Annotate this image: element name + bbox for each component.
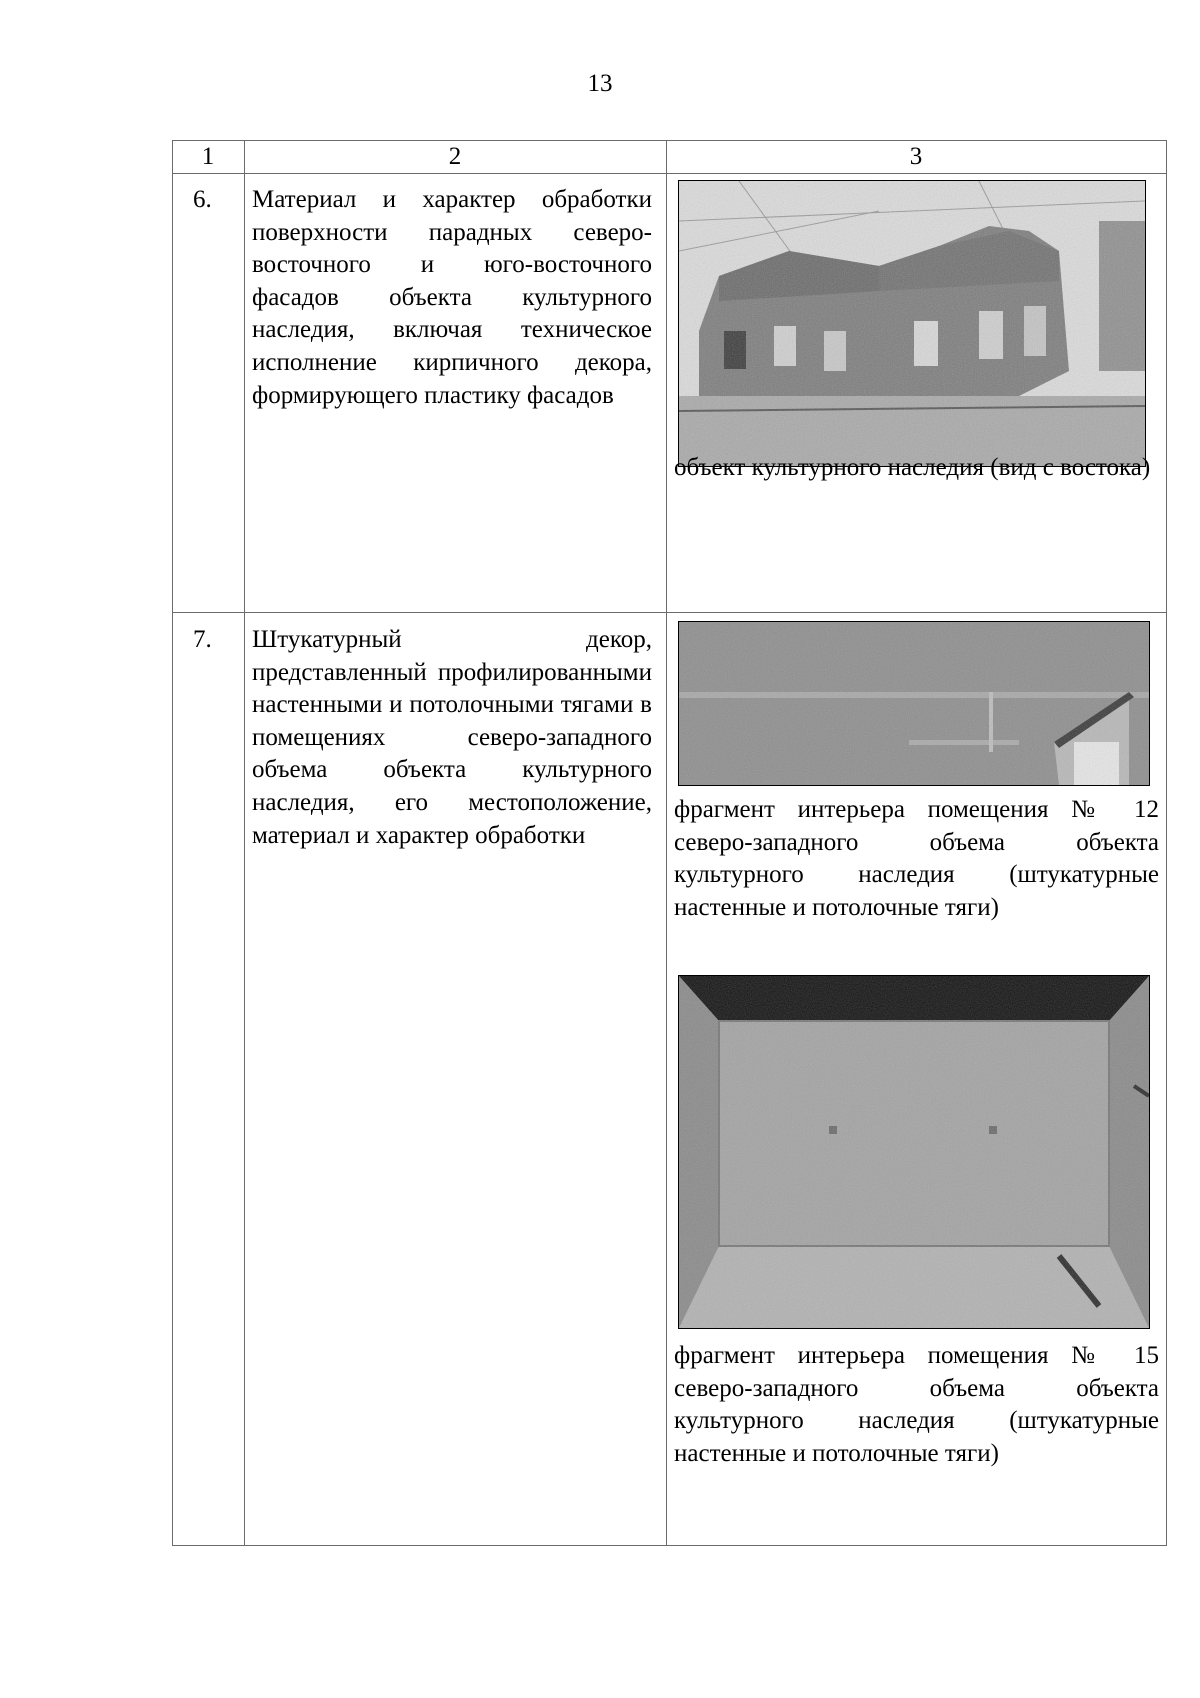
facade-photo bbox=[678, 180, 1146, 467]
row-description: Штукатурный декор, представленный профилированными настенными и потолочными тягами в помещениях северо-западного объема объекта культурного наследия, его местоположение, материал и характер обработки bbox=[252, 626, 652, 849]
table-border-right bbox=[1166, 140, 1167, 1546]
column-divider-2 bbox=[666, 140, 667, 1546]
photo-caption: фрагмент интерьера помещения № 12 северо-западного объема объекта культурного наследия (штукатурные настенные и потолочные тяги) bbox=[674, 796, 1159, 921]
table-border-left bbox=[172, 140, 173, 1546]
interior-image bbox=[679, 976, 1149, 1328]
column-header-3: 3 bbox=[909, 143, 923, 170]
photo-caption: фрагмент интерьера помещения № 15 северо-западного объема объекта культурного наследия (штукатурные настенные и потолочные тяги) bbox=[674, 1342, 1159, 1467]
row-number: 6. bbox=[193, 186, 212, 213]
row-divider bbox=[172, 612, 1167, 613]
interior-photo-room-15 bbox=[678, 975, 1150, 1329]
table-border-bottom bbox=[172, 1545, 1167, 1546]
interior-photo-room-12 bbox=[678, 621, 1150, 786]
column-divider-1 bbox=[244, 140, 245, 1546]
row-description: Материал и характер обработки поверхности парадных северо-восточного и юго-восточного фасадов объекта культурного наследия, включая техническое исполнение кирпичного декора, формирующего пластику фасадов bbox=[252, 186, 652, 409]
header-divider bbox=[172, 173, 1167, 174]
photo-caption: объект культурного наследия (вид с востока) bbox=[674, 454, 1151, 481]
interior-image bbox=[679, 622, 1149, 785]
column-header-2: 2 bbox=[448, 143, 462, 170]
heritage-table bbox=[172, 140, 1167, 1546]
column-header-1: 1 bbox=[201, 143, 215, 170]
page-number: 13 bbox=[587, 70, 613, 97]
row-number: 7. bbox=[193, 626, 212, 653]
building-exterior-image bbox=[679, 181, 1145, 466]
